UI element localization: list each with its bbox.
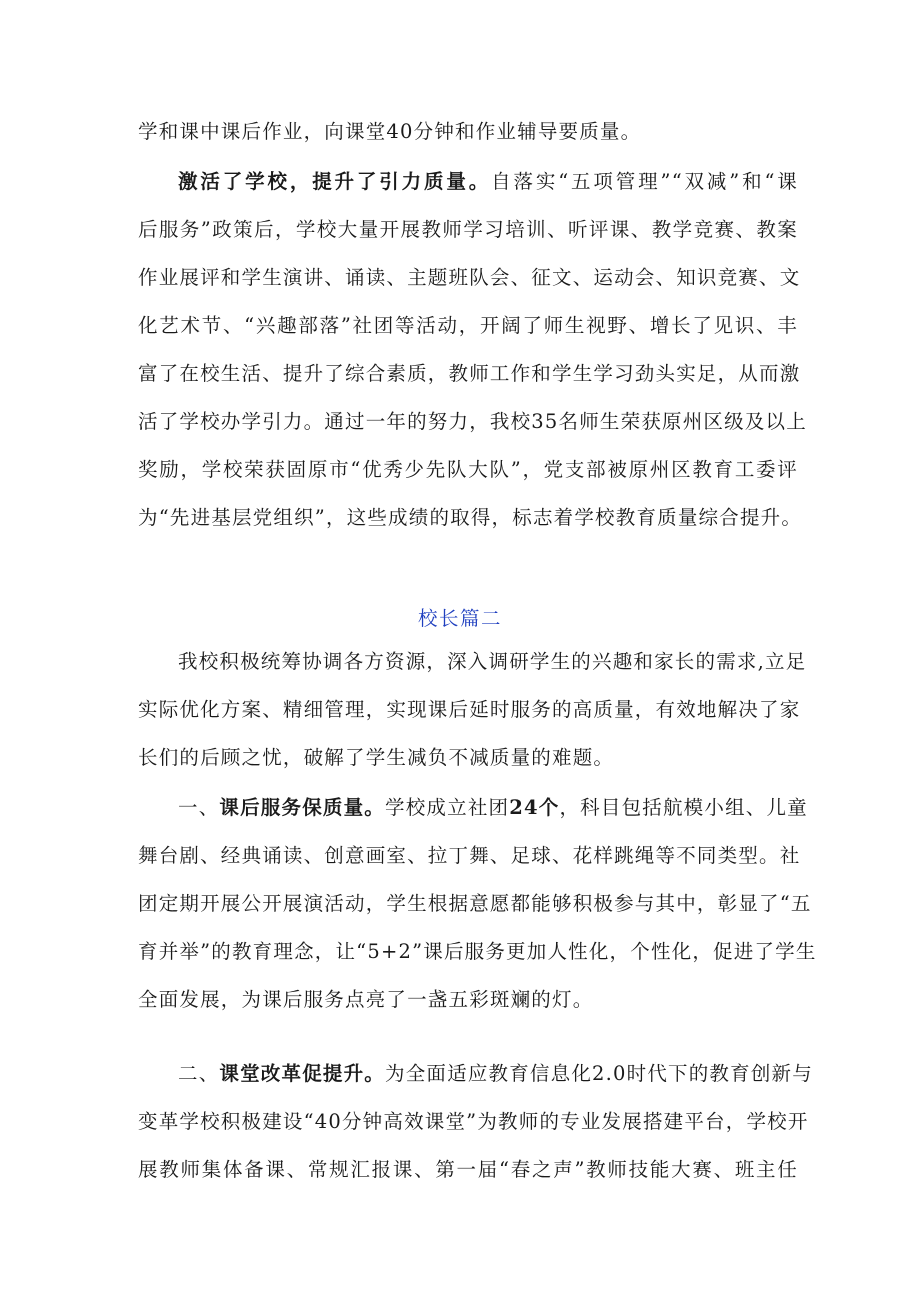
paragraph-text: ，科目包括航模小组、儿童 — [559, 796, 808, 819]
paragraph-line: 全面发展，为课后服务点亮了一盏五彩斑斓的灯。 — [138, 988, 594, 1011]
list-number: 一、 — [178, 796, 220, 819]
list-number: 二、 — [178, 1062, 220, 1085]
paragraph-line: 作业展评和学生演讲、诵读、主题班队会、征文、运动会、知识竞赛、文 — [138, 266, 801, 289]
paragraph-lead-bold: 课堂改革促提升。 — [219, 1062, 386, 1085]
paragraph-text: 自落实“五项管理”“双减”和“课 — [491, 170, 798, 193]
paragraph-text: 为全面适应教育信息化2.0时代下的教育创新与 — [385, 1062, 813, 1085]
paragraph-line: 为“先进基层党组织”，这些成绩的取得，标志着学校教育质量综合提升。 — [138, 506, 803, 529]
paragraph-line: 展教师集体备课、常规汇报课、第一届“春之声”教师技能大赛、班主任 — [138, 1158, 798, 1181]
section-heading: 校长篇二 — [417, 607, 502, 630]
paragraph-line: 育并举”的教育理念，让“5+2”课后服务更加人性化，个性化，促进了学生 — [138, 940, 817, 963]
paragraph-line: 长们的后顾之忧，破解了学生减负不减质量的难题。 — [138, 746, 615, 769]
paragraph-line: 学和课中课后作业，向课堂40分钟和作业辅导要质量。 — [138, 120, 642, 143]
paragraph-line — [178, 170, 798, 194]
paragraph-line: 奖励，学校荣获固原市“优秀少先队大队”，党支部被原州区教育工委评 — [138, 458, 798, 481]
paragraph-text: 学校成立社团 — [385, 796, 510, 819]
paragraph-line: 富了在校生活、提升了综合素质，教师工作和学生学习劲头实足，从而激 — [138, 362, 801, 385]
paragraph-line: 团定期开展公开展演活动，学生根据意愿都能够积极参与其中，彰显了“五 — [138, 892, 812, 915]
bold-number: 24个 — [509, 796, 560, 819]
paragraph-line: 实际优化方案、精细管理，实现课后延时服务的高质量，有效地解决了家 — [138, 698, 801, 721]
paragraph-line: 活了学校办学引力。通过一年的努力，我校35名师生荣获原州区级及以上 — [138, 410, 807, 433]
paragraph-line — [178, 796, 808, 820]
paragraph-lead-bold: 课后服务保质量。 — [219, 796, 386, 819]
paragraph-line — [178, 1062, 813, 1086]
paragraph-line: 我校积极统筹协调各方资源，深入调研学生的兴趣和家长的需求,立足 — [178, 650, 807, 673]
paragraph-line: 后服务”政策后，学校大量开展教师学习培训、听评课、教学竞赛、教案 — [138, 218, 798, 241]
paragraph-line: 舞台剧、经典诵读、创意画室、拉丁舞、足球、花样跳绳等不同类型。社 — [138, 844, 801, 867]
paragraph-line: 变革学校积极建设“40分钟高效课堂”为教师的专业发展搭建平台，学校开 — [138, 1110, 809, 1133]
paragraph-lead-bold: 激活了学校，提升了引力质量。 — [178, 170, 492, 193]
paragraph-line: 化艺术节、“兴趣部落”社团等活动，开阔了师生视野、增长了见识、丰 — [138, 314, 798, 337]
